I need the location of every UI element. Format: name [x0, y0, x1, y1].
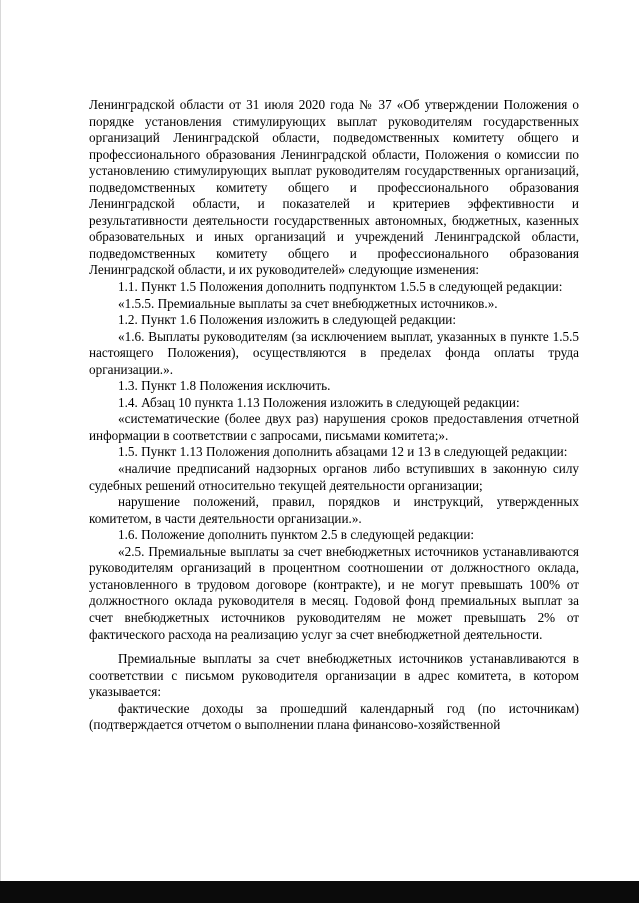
paragraph-1-1: 1.1. Пункт 1.5 Положения дополнить подпунктом 1.5.5 в следующей редакции:	[118, 279, 563, 295]
paragraph-premium-payments: Премиальные выплаты за счет внебюджетных источников устанавливаются в соответствии с письмом руководителя организации в адрес комитета, в котором указывается:	[89, 651, 579, 700]
paragraph-prescriptions-quote: «наличие предписаний надзорных органов либо вступивших в законную силу судебных решений относительно текущей деятельности организации;	[89, 461, 579, 493]
document-page	[89, 97, 579, 734]
paragraph-1-5: 1.5. Пункт 1.13 Положения дополнить абзацами 12 и 13 в следующей редакции:	[118, 444, 568, 460]
scan-edge-line	[0, 0, 1, 903]
paragraph-continuation: Ленинградской области от 31 июля 2020 года № 37 «Об утверждении Положения о порядке установления стимулирующих выплат руководителям государственных организаций Ленинградской области, подведомственных комитету общего и профессионального образования Ленинградской области, Положения о комиссии по установлению стимулирующих выплат руководителям государственных организаций, подведомственных комитету общего и профессионального образования Ленинградской области, и показателей и критериев эффективности и результативности деятельности государственных автономных, бюджетных, казенных образовательных и иных организаций и учреждений Ленинградской области, подведомственных комитету общего и профессионального образования Ленинградской области, и их руководителей» следующие изменения:	[89, 97, 579, 278]
paragraph-1-2: 1.2. Пункт 1.6 Положения изложить в следующей редакции:	[118, 312, 457, 328]
paragraph-actual-income: фактические доходы за прошедший календарный год (по источникам) (подтверждается отчетом о выполнении плана финансово-хозяйственной	[89, 700, 579, 733]
paragraph-2-5-quote: «2.5. Премиальные выплаты за счет внебюджетных источников устанавливаются руководителям организаций в процентном соотношении от должностного оклада, установленного в трудовом договоре (контракте), и не могут превышать 100% от должностного оклада руководителя в месяц. Годовой фонд премиальных выплат за счет внебюджетных источников руководителям не может превышать 2% от фактического расхода на реализацию услуг за счет внебюджетной деятельности.	[89, 543, 579, 642]
scan-bottom-bar	[0, 881, 639, 903]
paragraph-systematic-quote: «систематические (более двух раз) нарушения сроков предоставления отчетной информации в соответствии с запросами, письмами комитета;».	[89, 411, 579, 443]
paragraph-1-6: 1.6. Положение дополнить пунктом 2.5 в следующей редакции:	[118, 527, 475, 543]
paragraph-violation: нарушение положений, правил, порядков и инструкций, утвержденных комитетом, в части деятельности организации.».	[89, 494, 579, 526]
paragraph-1-4: 1.4. Абзац 10 пункта 1.13 Положения изложить в следующей редакции:	[118, 394, 520, 410]
paragraph-1-5-5-quote: «1.5.5. Премиальные выплаты за счет внебюджетных источников.».	[118, 295, 498, 311]
paragraph-1-6-quote: «1.6. Выплаты руководителям (за исключением выплат, указанных в пункте 1.5.5 настоящего Положения), осуществляются в пределах фонда оплаты труда организации.».	[89, 328, 579, 377]
paragraph-1-3: 1.3. Пункт 1.8 Положения исключить.	[118, 378, 331, 394]
